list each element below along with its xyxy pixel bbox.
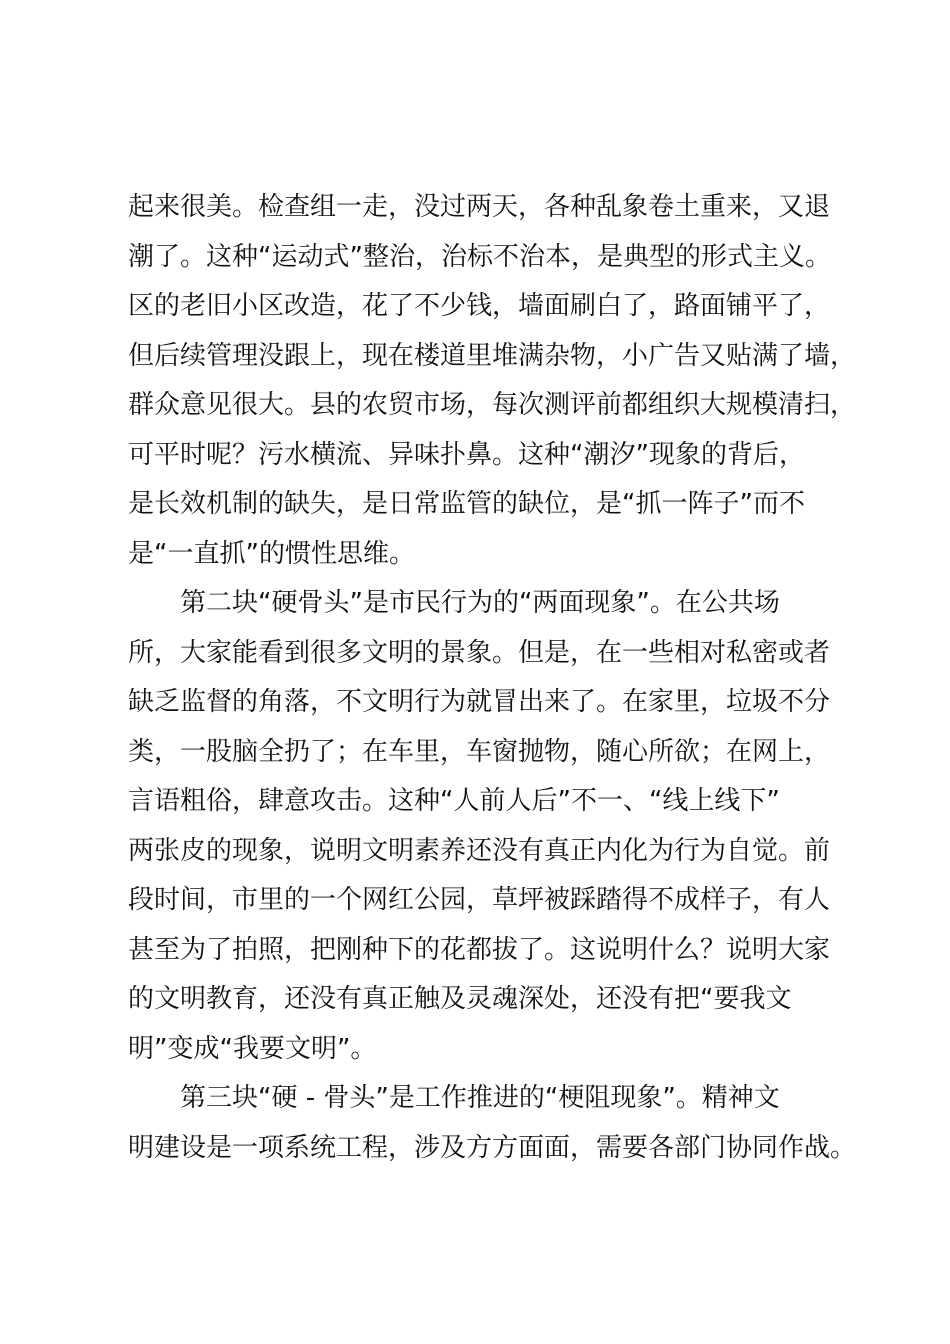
text-line: 类，一股脑全扔了；在车里，车窗抛物，随心所欲；在网上， xyxy=(128,736,831,767)
text-line: 甚至为了拍照，把刚种下的花都拔了。这说明什么？说明大家 xyxy=(128,934,831,965)
text-line: 但后续管理没跟上，现在楼道里堆满杂物，小广告又贴满了墙， xyxy=(128,340,857,371)
text-line: 可平时呢？污水横流、异味扑鼻。这种“潮汐”现象的背后， xyxy=(128,439,805,470)
text-line: 段时间，市里的一个网红公园，草坪被踩踏得不成样子，有人 xyxy=(128,885,831,915)
text-line: 是长效机制的缺失，是日常监管的缺位，是“抓一阵子”而不 xyxy=(128,489,805,519)
text-line: 言语粗俗，肆意攻击。这种“人前人后”不一、“线上线下” xyxy=(128,786,780,816)
text-line: 起来很美。检查组一走，没过两天，各种乱象卷土重来，又退 xyxy=(128,192,831,222)
text-line: 明建设是一项系统工程，涉及方方面面，需要各部门协同作战。 xyxy=(128,1132,857,1163)
text-line: 所，大家能看到很多文明的景象。但是，在一些相对私密或者 xyxy=(128,637,831,668)
text-line: 的文明教育，还没有真正触及灵魂深处，还没有把“要我文 xyxy=(128,984,792,1014)
body-text xyxy=(128,183,868,1173)
text-line: 两张皮的现象，说明文明素养还没有真正内化为行为自觉。前 xyxy=(128,835,831,866)
text-line: 第三块“硬 - 骨头”是工作推进的“梗阻现象”。精神文 xyxy=(128,1083,780,1113)
text-line: 群众意见很大。县的农贸市场，每次测评前都组织大规模清扫， xyxy=(128,390,857,420)
text-line: 缺乏监督的角落，不文明行为就冒出来了。在家里，垃圾不分 xyxy=(128,687,831,717)
text-line: 第二块“硬骨头”是市民行为的“两面现象”。在公共场 xyxy=(128,588,780,618)
text-line: 潮了。这种“运动式”整治，治标不治本，是典型的形式主义。 xyxy=(128,241,831,272)
text-line: 明”变成“我要文明”。 xyxy=(128,1033,377,1064)
text-line: 是“一直抓”的惯性思维。 xyxy=(128,538,415,569)
text-line: 区的老旧小区改造，花了不少钱，墙面刷白了，路面铺平了， xyxy=(128,291,831,321)
